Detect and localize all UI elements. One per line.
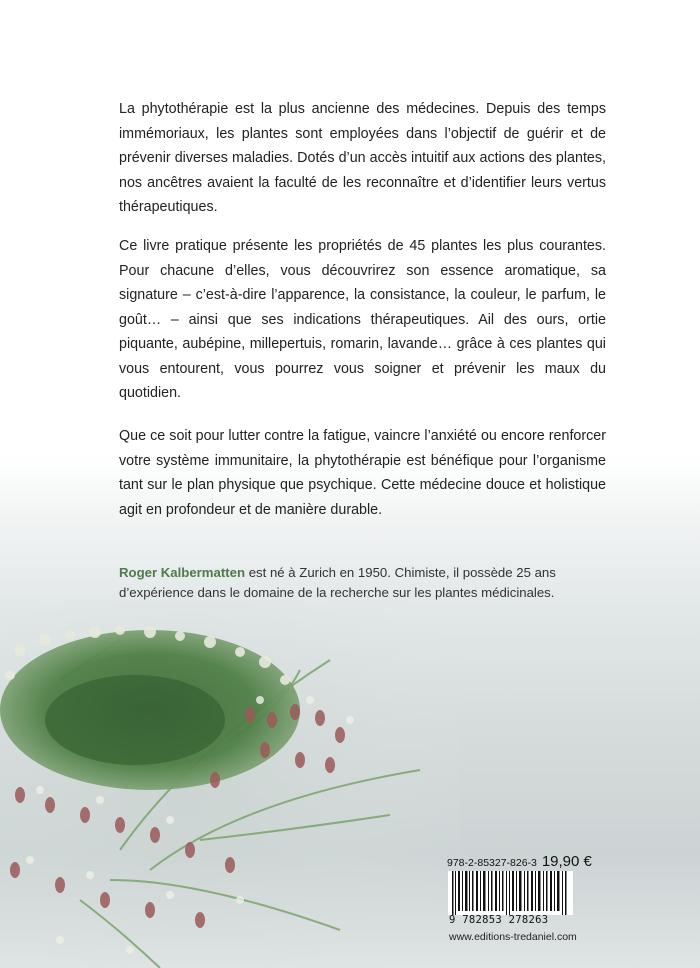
author-bio-text: est né à Zurich en 1950. Chimiste, il possède 25 ans d’expérience dans le domaine de la recherche sur les plantes médicinales. [119, 565, 556, 600]
isbn-price-line [447, 853, 592, 870]
author-bio [119, 563, 619, 603]
intro-paragraph: La phytothérapie est la plus ancienne des médecines. Depuis des temps immémoriaux, les plantes sont employées dans l’objectif de guérir et de prévenir diverses maladies. Dotés d’un accès intuitif aux actions des plantes, nos ancêtres avaient la faculté de les reconnaître et d’identifier leurs vertus thérapeutiques. [119, 101, 606, 215]
publisher-website: www.editions-tredaniel.com [449, 931, 577, 943]
price: 19,90 € [541, 853, 592, 870]
wild-carrot-flower-photo [0, 600, 460, 968]
isbn: 978-2-85327-826-3 [447, 857, 537, 869]
author-name: Roger Kalbermatten [119, 565, 246, 580]
barcode [448, 871, 573, 915]
barcode-digits: 9 782853 278263 [449, 914, 549, 926]
contents-paragraph: Ce livre pratique présente les propriétés de 45 plantes les plus courantes. Pour chacune d’elles, vous découvrirez son essence aromatique, sa signature – c’est-à-dire l’apparence, la consistance, la couleur, le parfum, le goût… – ainsi que ses indications thérapeutiques. Ail des ours, ortie piquante, aubépine, millepertuis, romarin, lavande… grâce à ces plantes qui vous entourent, vous pourrez vous soigner et prévenir les maux du quotidien. [119, 238, 606, 401]
benefits-paragraph: Que ce soit pour lutter contre la fatigue, vaincre l’anxiété ou encore renforcer votre système immunitaire, la phytothérapie est bénéfique pour l’organisme tant sur le plan physique que psychique. Cette médecine douce et holistique agit en profondeur et de manière durable. [119, 428, 606, 518]
